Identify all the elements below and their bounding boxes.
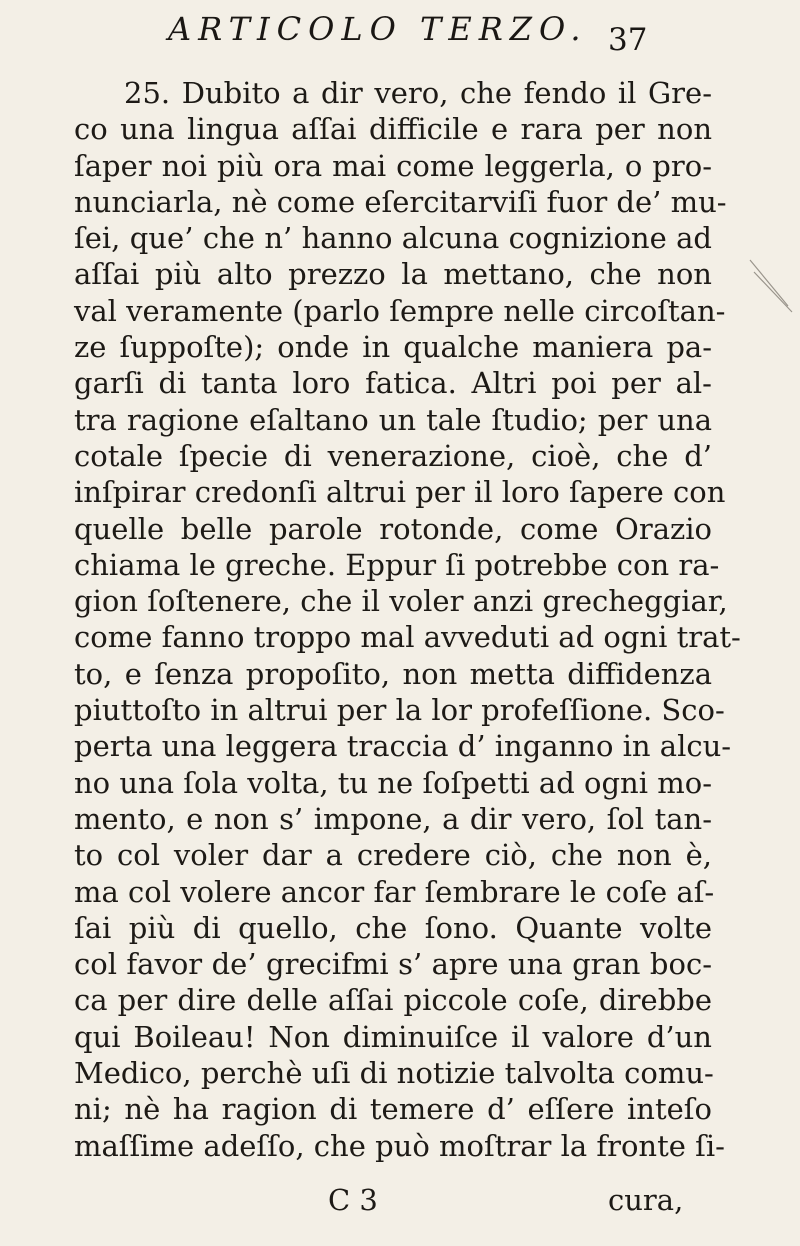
text-line: piuttoſto in altrui per la lor profeſſione. Sco- bbox=[74, 693, 725, 728]
text-line: ni; nè ha ragion di temere d’ eſſere inteſo bbox=[74, 1092, 712, 1127]
text-line: ſaper noi più ora mai come leggerla, o pro- bbox=[74, 148, 712, 183]
text-line: to col voler dar a credere ciò, che non è, bbox=[74, 838, 712, 873]
text-line: chiama le greche. Eppur ſi potrebbe con ra- bbox=[74, 547, 720, 582]
text-line: maſſime adeſſo, che può moſtrar la fronte ſi- bbox=[74, 1128, 725, 1163]
text-line: ma col volere ancor far ſembrare le coſe aſ- bbox=[74, 874, 715, 909]
text-line: val veramente (parlo ſempre nelle circoſtan- bbox=[74, 293, 726, 328]
text-line: tra ragione eſaltano un tale ſtudio; per una bbox=[74, 402, 712, 437]
text-line: Medico, perchè uſi di notizie talvolta comu- bbox=[74, 1056, 714, 1091]
paragraph-25 bbox=[74, 75, 741, 1164]
text-line: to, e ſenza propoſito, non metta diffidenza bbox=[74, 656, 712, 691]
page-footer bbox=[0, 1183, 800, 1223]
text-line: inſpirar credonſi altrui per il loro ſapere con bbox=[74, 475, 726, 510]
text-line: ſai più di quello, che ſono. Quante volte bbox=[74, 910, 712, 945]
text-line: co una lingua aſſai difficile e rara per non bbox=[74, 112, 712, 147]
text-line: cotale ſpecie di venerazione, cioè, che d’ bbox=[74, 438, 712, 473]
text-line: quelle belle parole rotonde, come Orazio bbox=[74, 511, 712, 546]
text-line: perta una leggera traccia d’ inganno in alcu- bbox=[74, 729, 732, 764]
text-line: 25. Dubito a dir vero, che fendo il Gre- bbox=[124, 76, 712, 110]
margin-pen-mark-icon bbox=[748, 258, 794, 314]
text-line: gion ſoſtenere, che il voler anzi grecheggiar, bbox=[74, 584, 728, 619]
text-line: mento, e non s’ impone, a dir vero, ſol tan- bbox=[74, 801, 712, 836]
page-number: 37 bbox=[608, 22, 648, 58]
text-line: ca per dire delle aſſai piccole coſe, direbbe bbox=[74, 983, 712, 1018]
text-line: col favor de’ grecifmi s’ apre una gran boc- bbox=[74, 947, 712, 982]
text-line: garſi di tanta loro fatica. Altri poi per al- bbox=[74, 366, 712, 401]
signature-mark: C 3 bbox=[328, 1183, 378, 1217]
text-line: ze ſuppoſte); onde in qualche maniera pa- bbox=[74, 330, 712, 365]
text-line: aſſai più alto prezzo la mettano, che non bbox=[74, 257, 712, 292]
text-line: no una ſola volta, tu ne ſoſpetti ad ogni mo- bbox=[74, 765, 712, 800]
catchword: cura, bbox=[608, 1183, 684, 1217]
text-line: qui Boileau! Non diminuiſce il valore d’un bbox=[74, 1019, 712, 1054]
text-line: ſei, que’ che n’ hanno alcuna cognizione ad bbox=[74, 221, 712, 256]
text-line: nunciarla, nè come eſercitarviſi fuor de’ mu- bbox=[74, 184, 727, 219]
text-line: come fanno troppo mal avveduti ad ogni trat- bbox=[74, 620, 741, 655]
running-title: ARTICOLO TERZO. bbox=[168, 10, 588, 48]
